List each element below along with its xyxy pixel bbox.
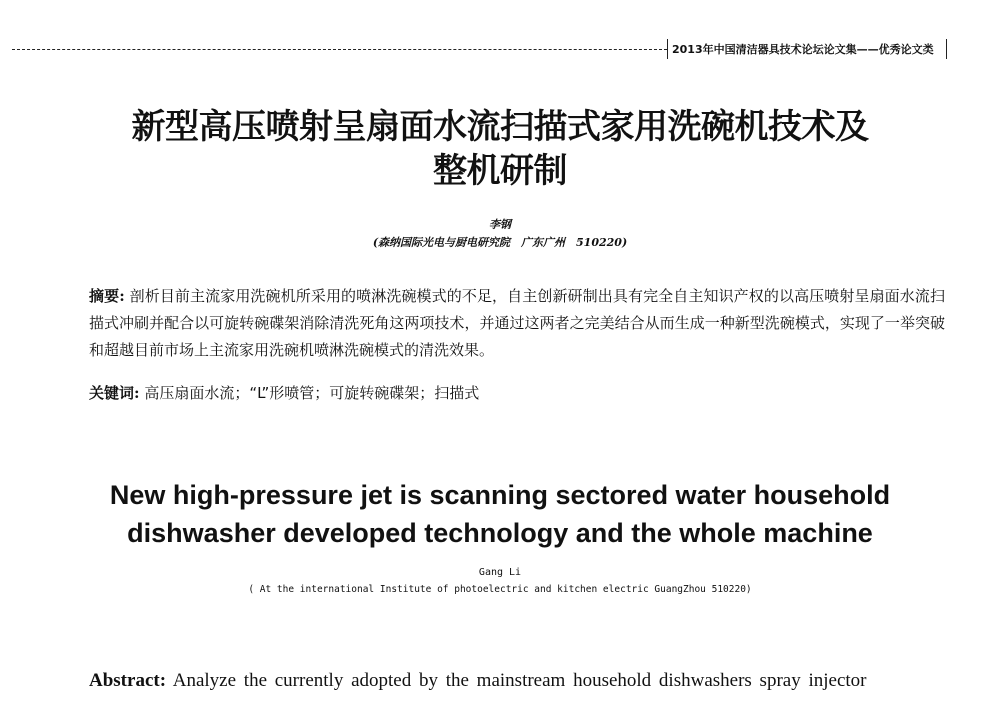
header-rule — [12, 49, 667, 50]
chinese-title-line-1: 新型高压喷射呈扇面水流扫描式家用洗碗机技术及 — [131, 107, 869, 147]
english-title-line-2: dishwasher developed technology and the whole machine — [127, 518, 873, 548]
chinese-keywords — [89, 381, 945, 405]
chinese-abstract-text: 剖析目前主流家用洗碗机所采用的喷淋洗碗模式的不足，自主创新研制出具有完全自主知识产权的以高压喷射呈扇面水流扫描式冲刷并配合以可旋转碗碟架消除清洗死角这两项技术，并通过这两者之完美结合从而生成一种新型洗碗模式，实现了一举突破和超越目前市场上主流家用洗碗机喷淋洗碗模式的清洗效果。 — [89, 287, 945, 359]
chinese-abstract-label: 摘要: — [89, 287, 125, 305]
chinese-affiliation: (森纳国际光电与厨电研究院 广东广州 510220) — [372, 236, 628, 249]
english-affiliation: ( At the international Institute of photoelectric and kitchen electric GuangZhou 510220) — [248, 584, 752, 595]
chinese-title-line-2: 整机研制 — [433, 151, 567, 191]
chinese-abstract — [89, 283, 945, 364]
header-divider-right — [946, 39, 947, 59]
running-header — [0, 35, 1000, 65]
english-abstract — [89, 668, 947, 694]
english-title-line-1: New high-pressure jet is scanning sectored water household — [109, 480, 891, 510]
english-abstract-label: Abstract: — [89, 670, 167, 691]
chinese-keywords-label: 关键词: — [89, 384, 140, 402]
header-divider-left — [667, 39, 668, 59]
english-title — [0, 476, 1000, 552]
english-author: Gang Li — [478, 567, 522, 578]
chinese-author: 李钢 — [489, 218, 511, 231]
chinese-keywords-text: 高压扇面水流；“L”形喷管；可旋转碗碟架；扫描式 — [144, 384, 480, 402]
chinese-title — [0, 105, 1000, 193]
journal-header-text: 2013年中国清洁器具技术论坛论文集——优秀论文类 — [672, 43, 934, 56]
english-abstract-text: Analyze the currently adopted by the mainstream household dishwashers spray injector — [172, 670, 867, 691]
